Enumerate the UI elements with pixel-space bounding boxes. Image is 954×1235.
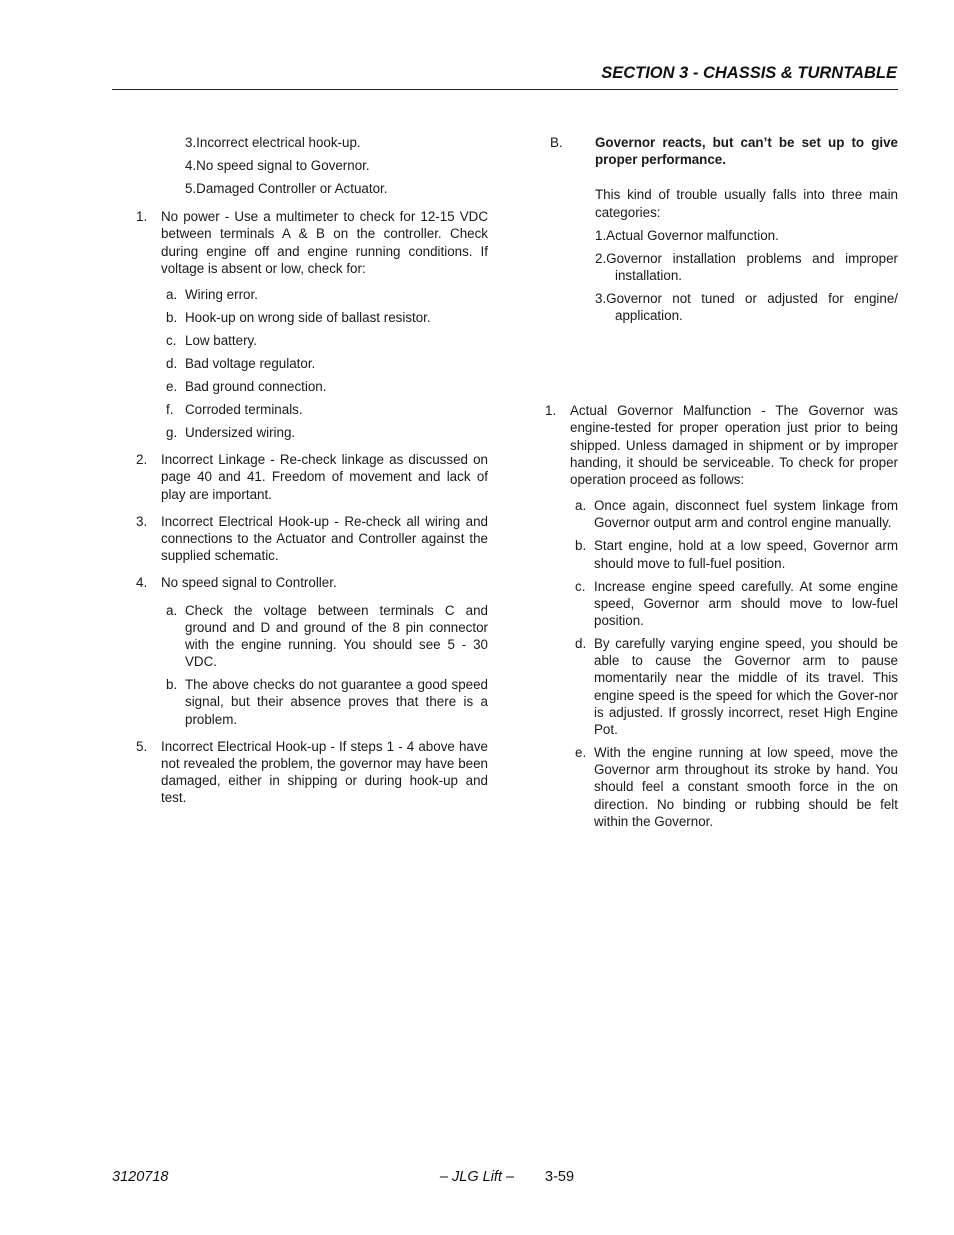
sub-label: d. (575, 636, 587, 652)
sub-label: g. (166, 425, 178, 441)
sub-text: Wiring error. (185, 287, 258, 303)
sub-text: Undersized wiring. (185, 425, 296, 441)
sub-label: e. (166, 379, 178, 395)
step-number: 1. (136, 209, 148, 225)
sub-label: b. (575, 538, 587, 554)
list-item: 3.Incorrect electrical hook-up. (185, 135, 361, 150)
right-step-1-sublist (570, 497, 898, 830)
step-number: 1. (545, 403, 557, 419)
sub-text: Once again, disconnect fuel system linkage from Governor output arm and control engine manually. (594, 498, 898, 531)
sub-text: Low battery. (185, 333, 257, 349)
list-item: 5.Damaged Controller or Actuator. (185, 181, 388, 196)
sub-label: a. (166, 602, 178, 618)
step-text: Actual Governor Malfunction - The Governor was engine-tested for proper operation just prior to being shipped. Unless damaged in shipment or by improper handing, it should be serviceable. To check for proper operation proceed as follows: (570, 403, 898, 488)
sub-label: b. (166, 677, 178, 693)
step-3 (136, 513, 488, 565)
sub-text: Increase engine speed carefully. At some engine speed, Governor arm should move to low-fuel position. (594, 578, 898, 629)
right-column (545, 134, 898, 836)
sub-label: f. (166, 402, 174, 418)
sub-label: b. (166, 310, 178, 326)
category-item: 2.Governor installation problems and improper installation. (595, 250, 898, 284)
footer-center: – JLG Lift – (439, 1169, 515, 1185)
step-1 (136, 208, 488, 277)
section-b (545, 134, 898, 168)
section-b-intro: This kind of trouble usually falls into three main categories: (595, 187, 898, 220)
sub-text: The above checks do not guarantee a good speed signal, but their absence proves that there is a problem. (185, 677, 488, 727)
section-title: SECTION 3 - CHASSIS & TURNTABLE (601, 64, 897, 82)
sub-text: By carefully varying engine speed, you should be able to cause the Governor arm to pause momentarily near the middle of its travel. This engine speed is the speed for which the Gover-nor is adjusted. If grossly incorrect, reset High Engine Pot. (594, 636, 898, 738)
step-4-sublist (161, 602, 488, 728)
step-number: 4. (136, 575, 148, 591)
doc-number: 3120718 (112, 1169, 169, 1185)
page-number: 3-59 (545, 1169, 575, 1185)
step-text: No speed signal to Controller. (161, 575, 337, 591)
category-item: 3.Governor not tuned or adjusted for engine/ application. (595, 291, 898, 324)
step-number: 3. (136, 513, 148, 529)
step-1-sublist (161, 286, 488, 441)
step-5 (136, 738, 488, 807)
sub-label: e. (575, 745, 587, 761)
header-rule (112, 89, 898, 90)
step-text: Incorrect Electrical Hook-up - Re-check all wiring and connections to the Actuator and Controller against the supplied schematic. (161, 513, 488, 564)
section-b-label: B. (550, 135, 563, 150)
step-4 (136, 574, 488, 591)
step-2 (136, 451, 488, 503)
right-step-1 (545, 402, 898, 488)
intro-list (185, 134, 488, 197)
sub-text: Bad ground connection. (185, 379, 327, 395)
sub-label: a. (166, 287, 178, 303)
sub-text: Start engine, hold at a low speed, Governor arm should move to full-fuel position. (594, 538, 898, 571)
sub-label: c. (166, 333, 177, 349)
category-item: 1.Actual Governor malfunction. (595, 227, 779, 243)
step-number: 5. (136, 738, 148, 754)
section-b-body (595, 186, 898, 324)
sub-text: Check the voltage between terminals C and ground and D and ground of the 8 pin connector with the engine running. You should see 5 - 30 VDC. (185, 602, 488, 670)
sub-label: c. (575, 578, 586, 594)
sub-text: Hook-up on wrong side of ballast resistor. (185, 310, 431, 326)
sub-text: Corroded terminals. (185, 402, 303, 418)
sub-label: d. (166, 356, 178, 372)
left-column (136, 134, 488, 813)
step-text: Incorrect Linkage - Re-check linkage as discussed on page 40 and 41. Freedom of movement and lack of play are important. (161, 452, 488, 502)
sub-text: Bad voltage regulator. (185, 356, 316, 372)
step-text: Incorrect Electrical Hook-up - If steps 1 - 4 above have not revealed the problem, the governor may have been damaged, either in shipping or during hook-up and test. (161, 738, 488, 806)
sub-text: With the engine running at low speed, move the Governor arm throughout its stroke by hand. You should feel a constant smooth force in the on direction. No binding or rubbing should be felt within the Governor. (594, 745, 898, 829)
section-b-heading: Governor reacts, but can’t be set up to give proper performance. (595, 135, 898, 168)
list-item: 4.No speed signal to Governor. (185, 158, 370, 173)
step-text: No power - Use a multimeter to check for 12-15 VDC between terminals A & B on the controller. Check during engine off and engine running conditions. If voltage is absent or low, check for: (161, 209, 488, 276)
sub-label: a. (575, 498, 587, 514)
step-number: 2. (136, 452, 148, 468)
